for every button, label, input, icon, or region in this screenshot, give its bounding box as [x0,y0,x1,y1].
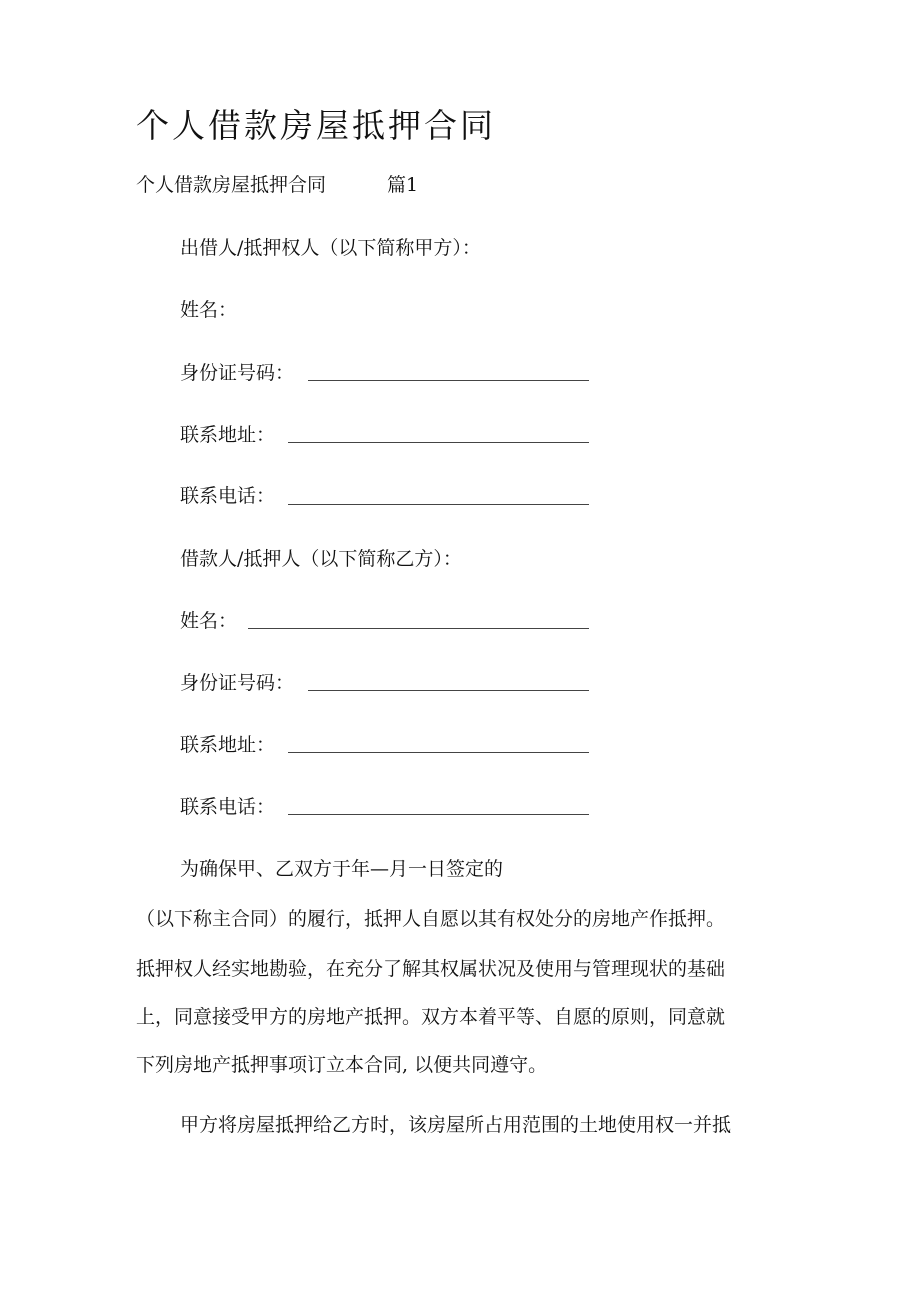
borrower-phone-blank [288,814,589,815]
paragraph1-line: 下列房地产抵押事项订立本合同, 以便共同遵守。 [136,1054,548,1076]
lender-address-label: 联系地址： [180,424,276,446]
lender-id-blank [308,380,589,381]
paragraph1-line: 抵押权人经实地勘验，在充分了解其权属状况及使用与管理现状的基础 [136,958,726,980]
borrower-id-blank [308,690,589,691]
document-subtitle [136,172,419,198]
subtitle-piece-number: 篇1 [387,174,419,196]
lender-phone-label: 联系电话： [180,485,276,507]
borrower-name-blank [248,628,589,629]
lender-phone-blank [288,504,589,505]
borrower-heading: 借款人/抵押人（以下简称乙方）： [180,548,462,570]
lender-name-label: 姓名： [180,299,238,321]
document-title: 个人借款房屋抵押合同 [136,106,496,145]
borrower-name-label: 姓名： [180,610,238,632]
paragraph2-line: 甲方将房屋抵押给乙方时，该房屋所占用范围的土地使用权一并抵 [180,1114,732,1136]
borrower-phone-label: 联系电话： [180,796,276,818]
paragraph1-line: （以下称主合同）的履行，抵押人自愿以其有权处分的房地产作抵押。 [136,908,726,930]
borrower-address-blank [288,752,589,753]
borrower-address-label: 联系地址： [180,734,276,756]
paragraph1-line: 为确保甲、乙双方于年—月一日签定的 [180,858,504,880]
subtitle-text: 个人借款房屋抵押合同 [136,174,327,196]
lender-address-blank [288,442,589,443]
lender-id-label: 身份证号码： [180,362,295,384]
borrower-id-label: 身份证号码： [180,672,295,694]
lender-heading: 出借人/抵押权人（以下简称甲方）： [180,237,481,259]
paragraph1-line: 上，同意接受甲方的房地产抵押。双方本着平等、自愿的原则，同意就 [136,1006,726,1028]
